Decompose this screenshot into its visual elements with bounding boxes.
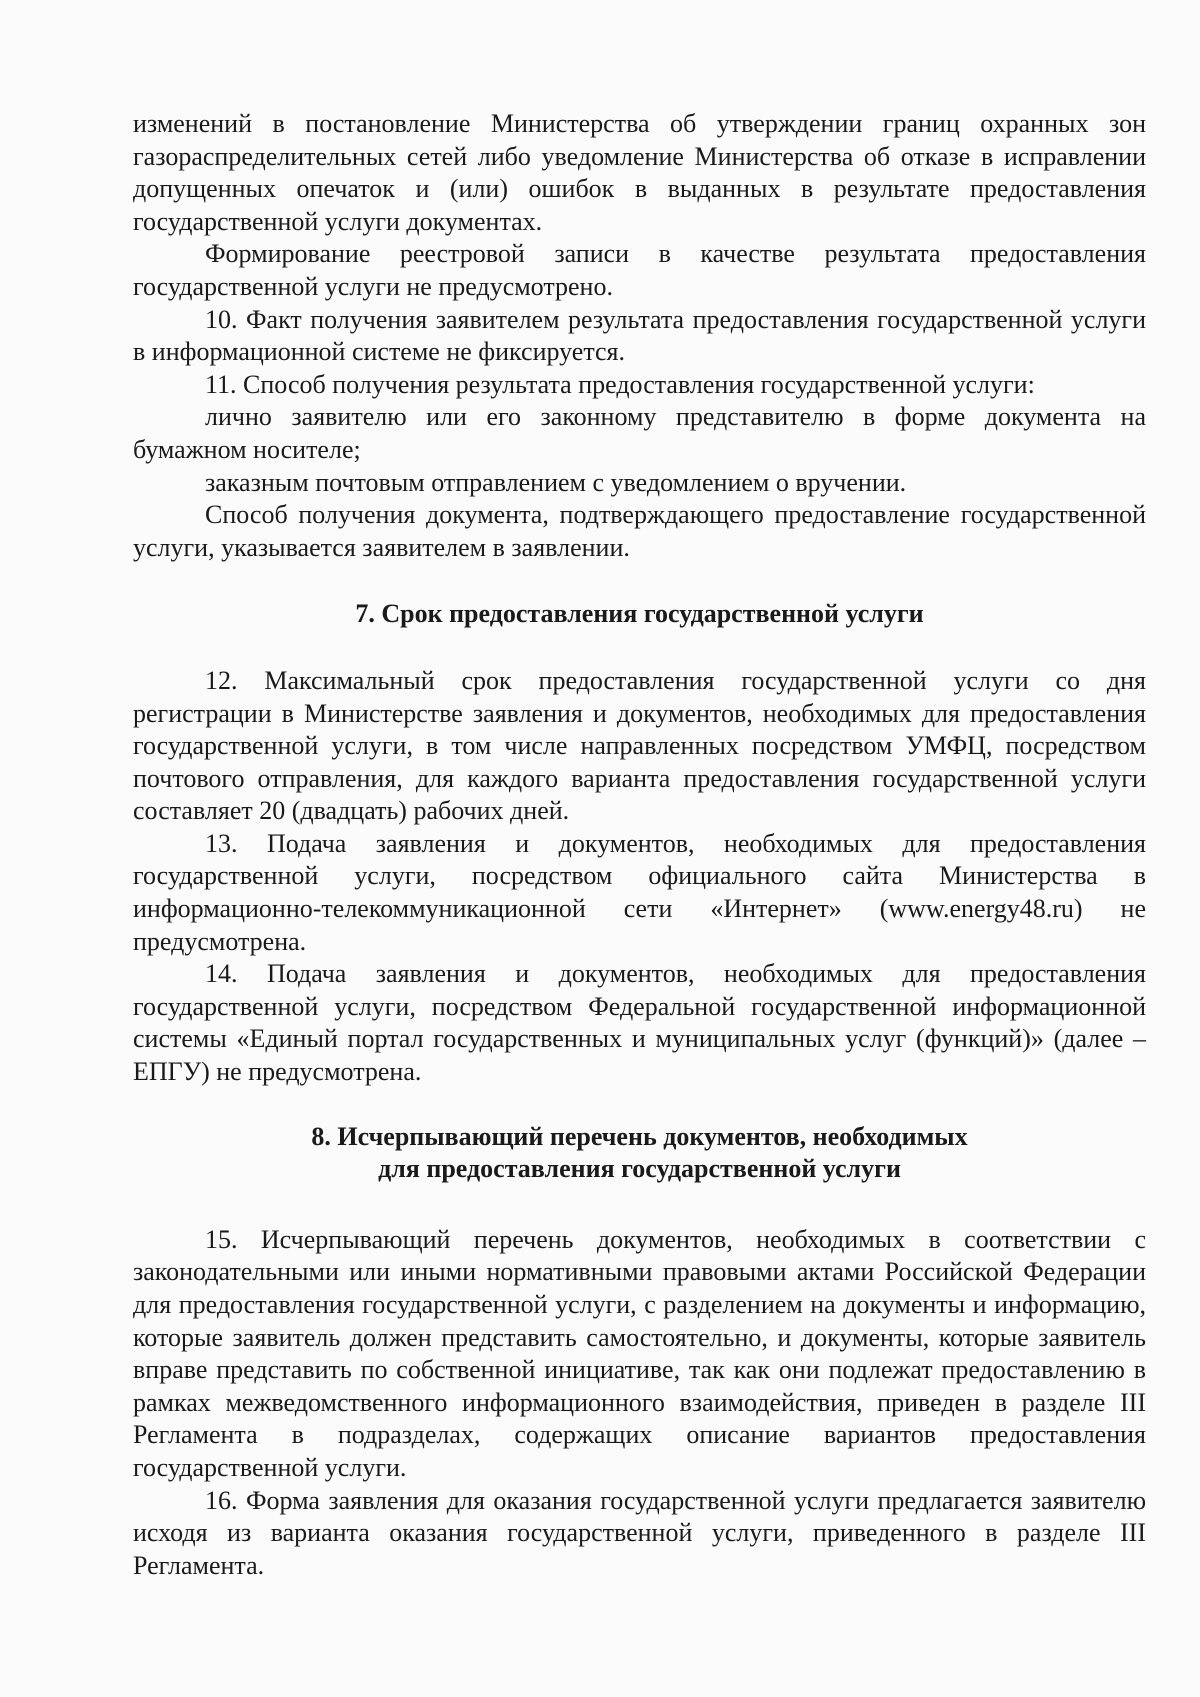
paragraph-11-option-mail: заказным почтовым отправлением с уведомлением о вручении. <box>205 467 907 497</box>
section-7-heading: 7. Срок предоставления государственной услуги <box>355 599 924 629</box>
paragraph-10: 10. Факт получения заявителем результата предоставления государственной услуги в информационной системе не фиксируется. <box>133 304 1146 367</box>
paragraph-14: 14. Подача заявления и документов, необходимых для предоставления государственной услуги, посредством Федеральной государственной информационной системы «Единый портал государственных и муниципальных услуг (функций)» (далее – ЕПГУ) не предусмотрена. <box>133 959 1146 1087</box>
paragraph-registry-record: Формирование реестровой записи в качестве результата предоставления государственной услуги не предусмотрено. <box>133 239 1146 301</box>
paragraph-15: 15. Исчерпывающий перечень документов, необходимых в соответствии с законодательными или иными нормативными правовыми актами Российской Федерации для предоставления государственной услуги, с разделением на документы и информацию, которые заявитель должен представить самостоятельно, и документы, которые заявитель вправе представить по собственной инициативе, так как они подлежат предоставлению в рамках межведомственного информационного взаимодействия, приведен в разделе III Регламента в подразделах, содержащих описание вариантов предоставления государственной услуги. <box>133 1224 1146 1482</box>
section-8-heading <box>133 1121 1146 1186</box>
paragraph-11-option-in-person: лично заявителю или его законному представителю в форме документа на бумажном носителе; <box>133 402 1146 464</box>
section-8-heading-line-1: 8. Исчерпывающий перечень документов, необходимых <box>311 1121 968 1151</box>
paragraph-16: 16. Форма заявления для оказания государственной услуги предлагается заявителю исходя из варианта оказания государственной услуги, приведенного в разделе III Регламента. <box>133 1485 1146 1580</box>
paragraph-13: 13. Подача заявления и документов, необходимых для предоставления государственной услуги, посредством официального сайта Министерства в информационно-телекоммуникационной сети «Интернет» (www.energy48.ru) не предусмотрена. <box>133 828 1146 956</box>
paragraph-12: 12. Максимальный срок предоставления государственной услуги со дня регистрации в Министерстве заявления и документов, необходимых для предоставления государственной услуги, в том числе направленных посредством УМФЦ, посредством почтового отправления, для каждого варианта предоставления государственной услуги составляет 20 (двадцать) рабочих дней. <box>133 665 1146 826</box>
section-8-heading-line-2: для предоставления государственной услуги <box>378 1154 901 1184</box>
paragraph-continuation: изменений в постановление Министерства об утверждении границ охранных зон газораспределительных сетей либо уведомление Министерства об отказе в исправлении допущенных опечаток и (или) ошибок в выданных в результате предоставления государственной услуги документах. <box>133 109 1146 236</box>
document-body <box>133 108 1146 1582</box>
paragraph-11: 11. Способ получения результата предоставления государственной услуги: <box>205 369 1035 399</box>
paragraph-11-method-note: Способ получения документа, подтверждающего предоставление государственной услуги, указывается заявителем в заявлении. <box>133 500 1146 562</box>
